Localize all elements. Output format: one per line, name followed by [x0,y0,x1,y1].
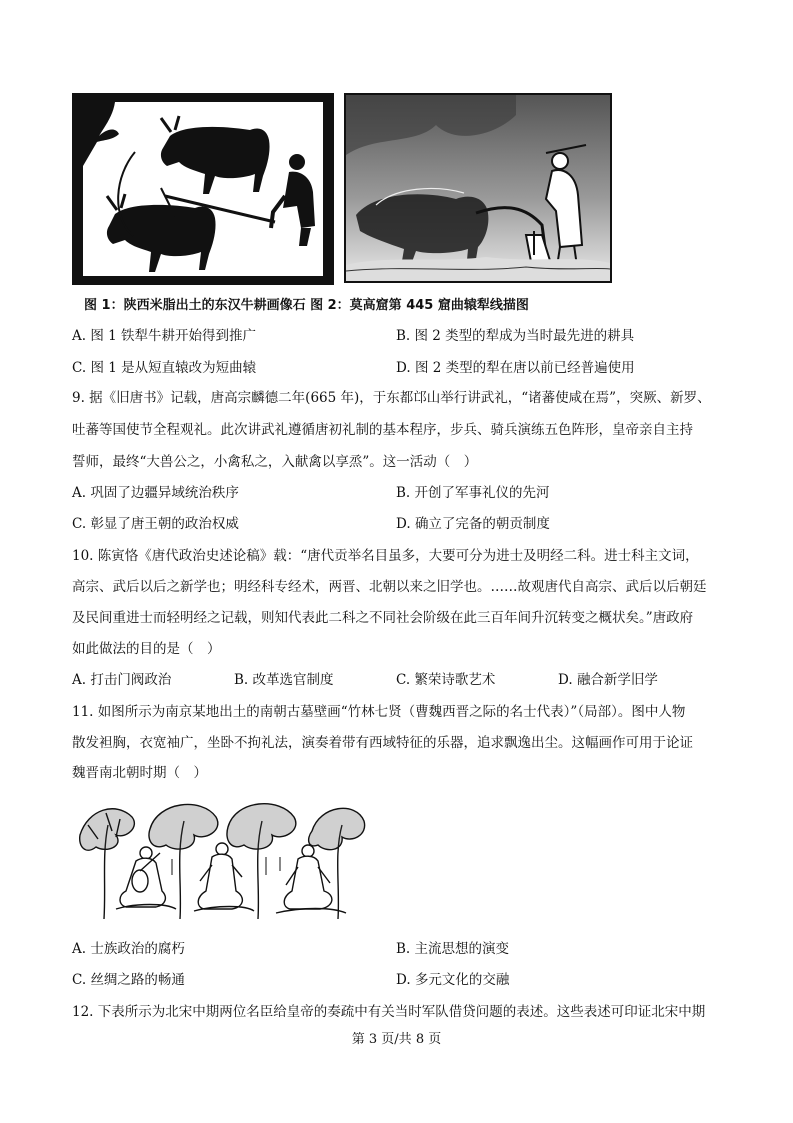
option-text: 图 2 类型的犁成为当时最先进的耕具 [414,328,635,344]
option-label: A. [72,328,87,344]
figure-3-bamboo-grove-mural [76,795,366,921]
q10-stem-line-3: 及民间重进士而轻明经之记载，则知代表此二科之不同社会阶级在此三百年间升沉转变之概状矣。”唐政府 [72,610,694,626]
option-text: 巩固了边疆异域统治秩序 [90,485,239,501]
option-label: D. [558,672,573,688]
option-text: 彰显了唐王朝的政治权威 [90,516,239,532]
q10-stem-line-2: 高宗、武后以后之新学也；明经科专经术，两晋、北朝以来之旧学也。……故观唐代自高宗、武后以后朝廷 [72,579,707,595]
q8-option-c[interactable] [72,358,256,378]
option-text: 士族政治的腐朽 [90,941,185,957]
page-number-footer: 第 3 页/共 8 页 [351,1032,442,1047]
q9-option-d[interactable] [396,514,550,534]
q10-option-a[interactable] [72,670,171,690]
q10-option-d[interactable] [558,670,658,690]
curved-plough-drawing-icon [346,95,610,281]
figure-1-ox-plough-relief [72,93,334,285]
q8-option-d[interactable] [396,358,635,378]
q10-option-c[interactable] [396,670,495,690]
q11-option-d[interactable] [396,970,509,990]
option-label: B. [234,672,249,688]
option-label: D. [396,972,411,988]
q9-stem-line-1: 9. 据《旧唐书》记载，唐高宗麟德二年(665 年)，于东都邙山举行讲武礼，“诸蕃使咸在焉”，突厥、新罗、 [72,390,711,406]
q11-option-a[interactable] [72,939,185,959]
option-label: D. [396,360,411,376]
option-text: 改革选官制度 [252,672,334,688]
option-label: A. [72,672,87,688]
q8-option-a[interactable] [72,326,256,346]
option-label: B. [396,941,411,957]
q10-option-b[interactable] [234,670,334,690]
q11-stem-line-2: 散发袒胸，衣宽袖广，坐卧不拘礼法，演奏着带有西域特征的乐器，追求飘逸出尘。这幅画作可用于论证 [72,735,693,751]
q11-option-b[interactable] [396,939,509,959]
option-label: A. [72,941,87,957]
option-text: 图 2 类型的犁在唐以前已经普遍使用 [414,360,635,376]
option-text: 丝绸之路的畅通 [90,972,185,988]
option-text: 多元文化的交融 [414,972,510,988]
option-text: 确立了完备的朝贡制度 [414,516,550,532]
q11-option-c[interactable] [72,970,185,990]
q11-stem-line-3: 魏晋南北朝时期（ ） [72,765,207,781]
figure-caption: 图 1：陕西米脂出土的东汉牛耕画像石 图 2：莫高窟第 445 窟曲辕犁线描图 [84,298,529,313]
option-label: B. [396,485,411,501]
q9-option-b[interactable] [396,483,550,503]
option-label: C. [396,672,411,688]
option-text: 图 1 是从短直辕改为短曲辕 [90,360,257,376]
option-text: 打击门阀政治 [90,672,172,688]
q10-stem-line-4: 如此做法的目的是（ ） [72,641,221,657]
q8-option-b[interactable] [396,326,634,346]
q10-stem-line-1: 10. 陈寅恪《唐代政治史述论稿》载：“唐代贡举名目虽多，大要可分为进士及明经二科。进士科主文词， [72,548,699,564]
option-text: 主流思想的演变 [414,941,510,957]
option-label: C. [72,516,87,532]
ox-plough-relief-icon [75,96,331,282]
q9-stem-line-3: 誓师，最终“大兽公之，小禽私之，入献禽以享烝”。这一活动（ ） [72,454,478,470]
q9-stem-line-2: 吐蕃等国使节全程观礼。此次讲武礼遵循唐初礼制的基本程序，步兵、骑兵演练五色阵形，皇帝亲自主持 [72,422,693,438]
option-text: 繁荣诗歌艺术 [414,672,496,688]
option-label: B. [396,328,411,344]
option-label: C. [72,972,87,988]
option-text: 图 1 铁犁牛耕开始得到推广 [90,328,257,344]
option-label: D. [396,516,411,532]
bamboo-grove-sages-icon [76,795,366,921]
option-text: 融合新学旧学 [576,672,658,688]
q9-option-a[interactable] [72,483,239,503]
q9-option-c[interactable] [72,514,239,534]
option-label: C. [72,360,87,376]
figure-2-curved-plough-drawing [344,93,612,283]
q12-stem-line-1: 12. 下表所示为北宋中期两位名臣给皇帝的奏疏中有关当时军队借贷问题的表述。这些表述可印证北宋中期 [72,1004,706,1020]
option-label: A. [72,485,87,501]
option-text: 开创了军事礼仪的先河 [414,485,550,501]
q11-stem-line-1: 11. 如图所示为南京某地出土的南朝古墓壁画“竹林七贤（曹魏西晋之际的名士代表）”（局部）。图中人物 [72,704,686,720]
